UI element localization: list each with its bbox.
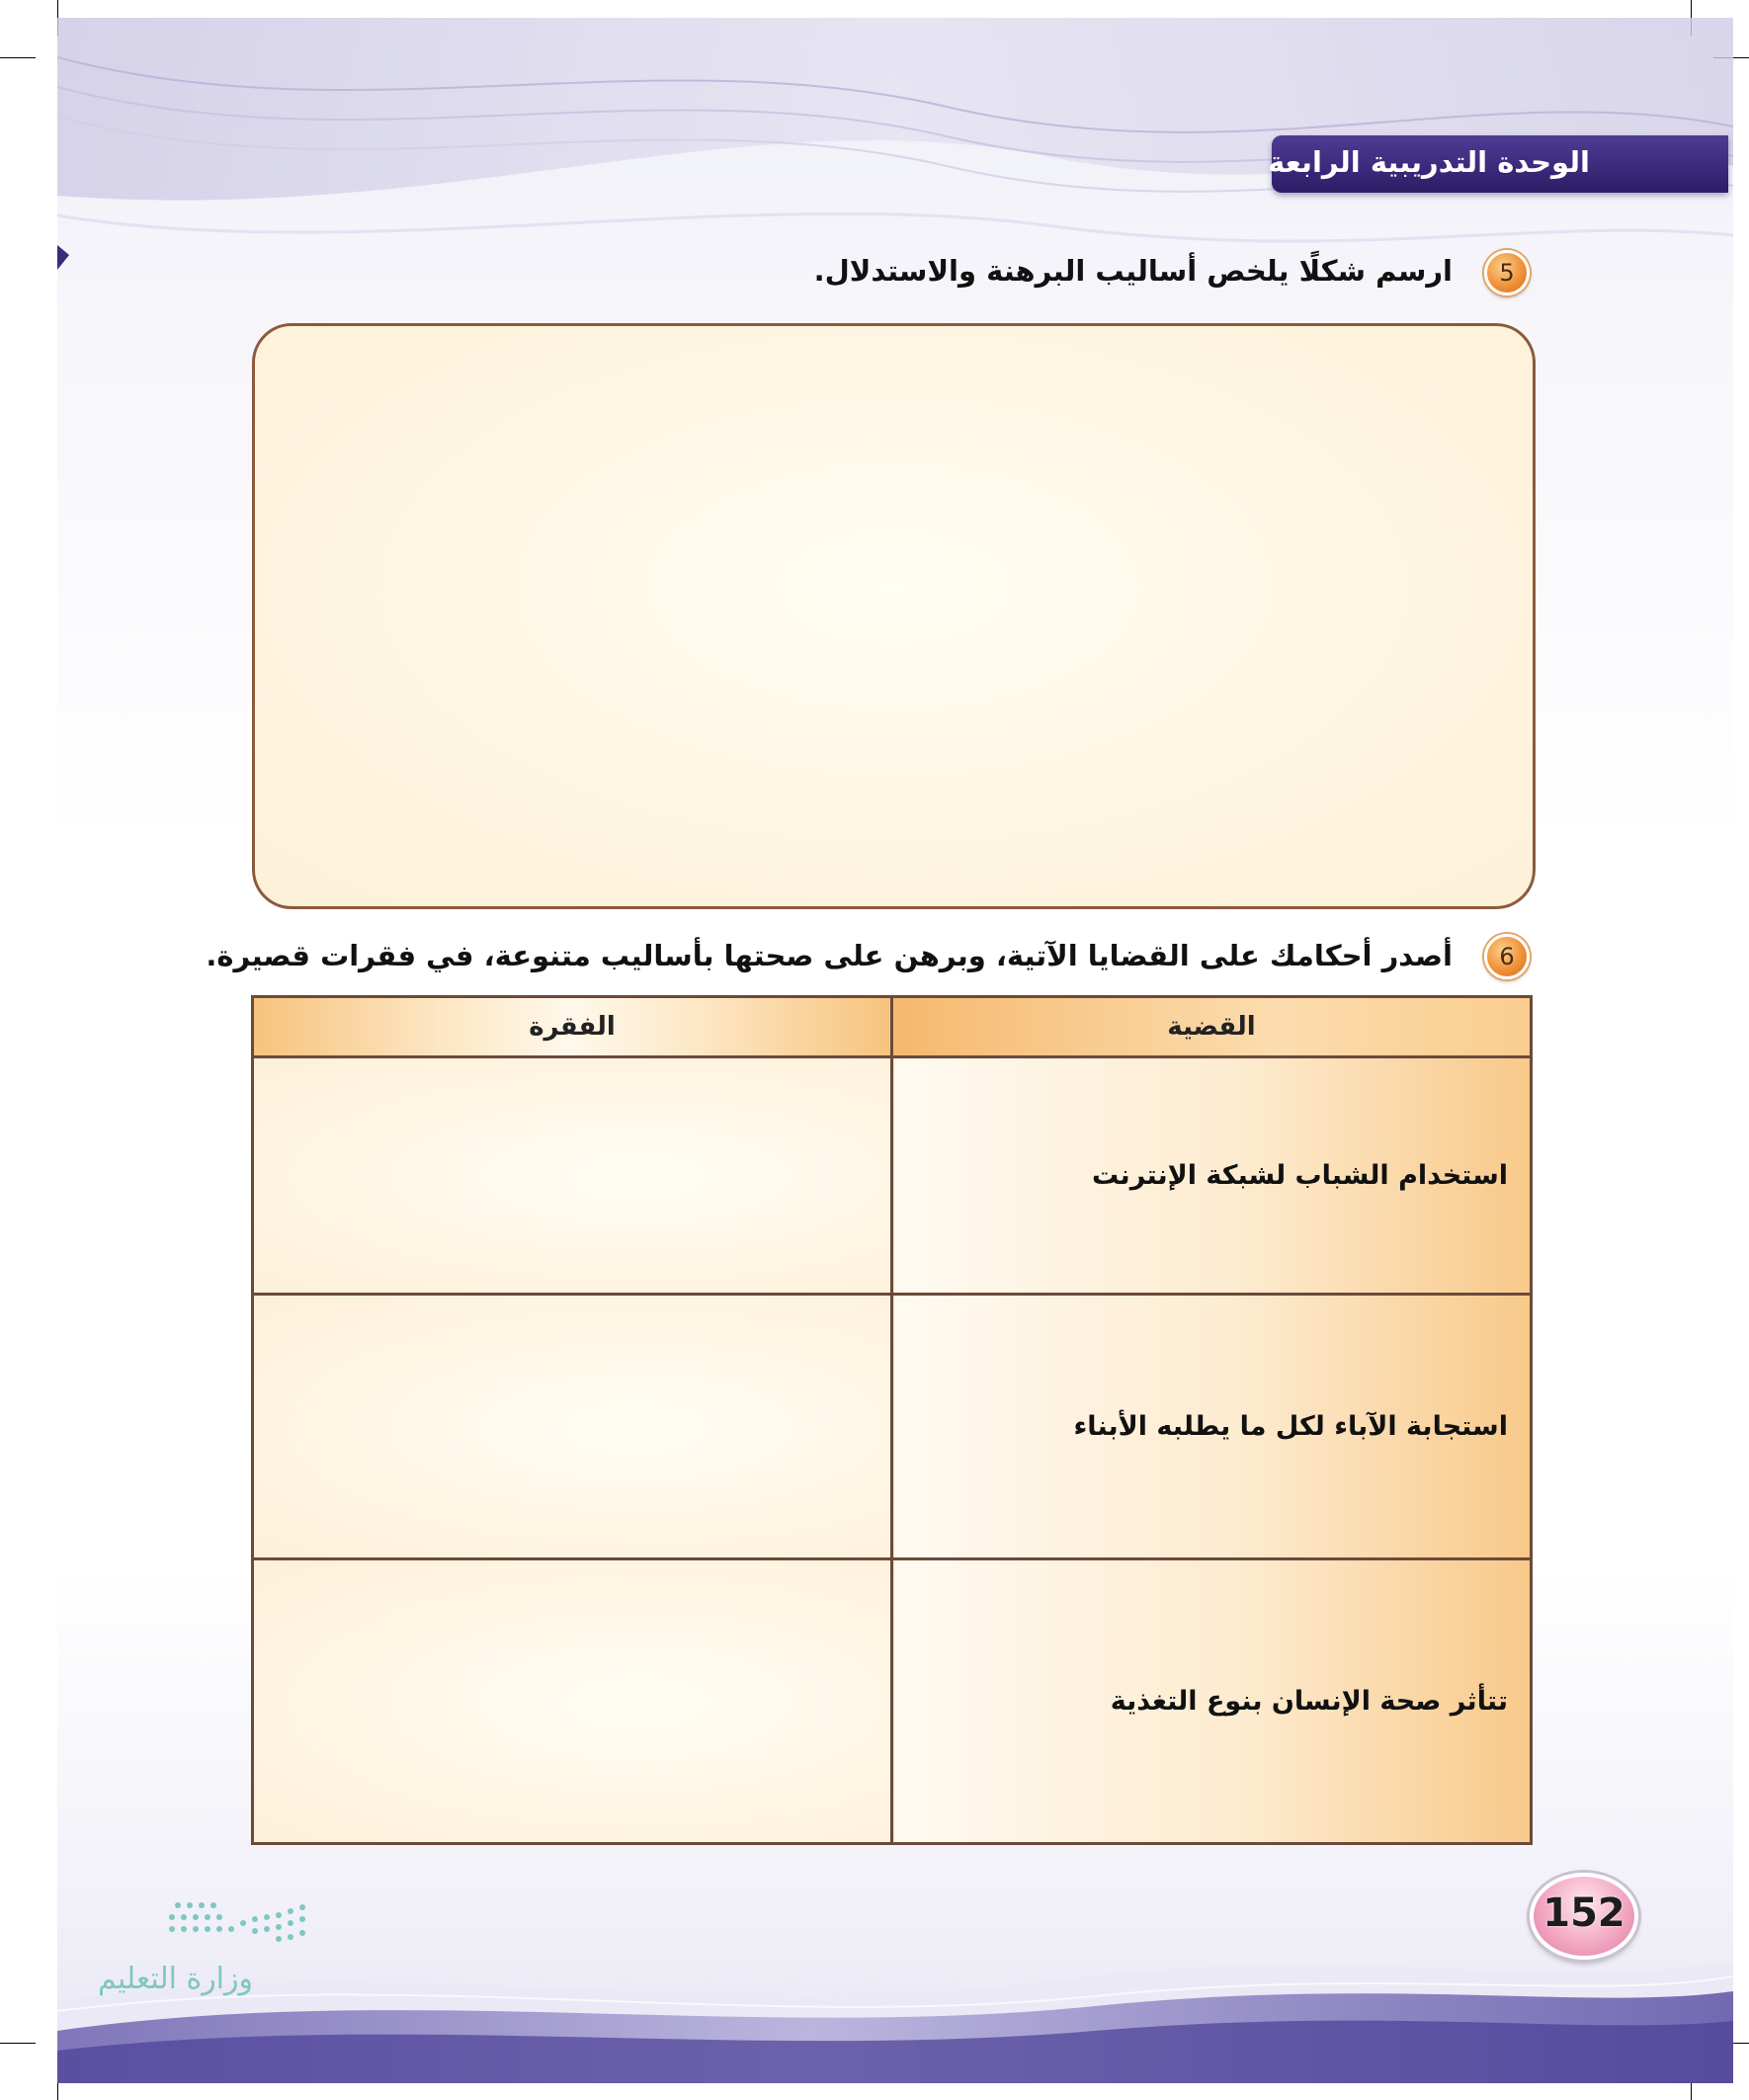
case-cell: تتأثر صحة الإنسان بنوع التغذية [892, 1559, 1532, 1844]
case-cell: استخدام الشباب لشبكة الإنترنت [892, 1057, 1532, 1295]
page-number: 152 [1542, 1890, 1625, 1936]
paragraph-answer-cell[interactable] [253, 1295, 892, 1559]
table-header-row [253, 997, 1532, 1057]
unit-title: الوحدة التدريبية الرابعة [1268, 145, 1590, 179]
question-5-badge: 5 [1484, 250, 1530, 295]
table-row [253, 1295, 1532, 1559]
paragraph-answer-cell[interactable] [253, 1057, 892, 1295]
question-6-text: أصدر أحكامك على القضايا الآتية، وبرهن على صحتها بأساليب متنوعة، في فقرات قصيرة. [206, 939, 1453, 972]
crop-mark [0, 2043, 36, 2044]
paragraph-answer-cell[interactable] [253, 1559, 892, 1844]
table-row [253, 1057, 1532, 1295]
question-5-text: ارسم شكلًا يلخص أساليب البرهنة والاستدلال. [813, 254, 1453, 288]
header-case: القضية [892, 997, 1532, 1057]
page-number-badge [1530, 1873, 1638, 1960]
crop-mark [0, 57, 36, 58]
ministry-name: وزارة التعليم [97, 1962, 253, 1996]
header-paragraph: الفقرة [253, 997, 892, 1057]
drawing-answer-area[interactable] [252, 323, 1536, 909]
table-row [253, 1559, 1532, 1844]
question-6-badge: 6 [1484, 934, 1530, 979]
judgments-table [251, 995, 1533, 1845]
unit-title-banner [1268, 135, 1728, 193]
case-cell: استجابة الآباء لكل ما يطلبه الأبناء [892, 1295, 1532, 1559]
